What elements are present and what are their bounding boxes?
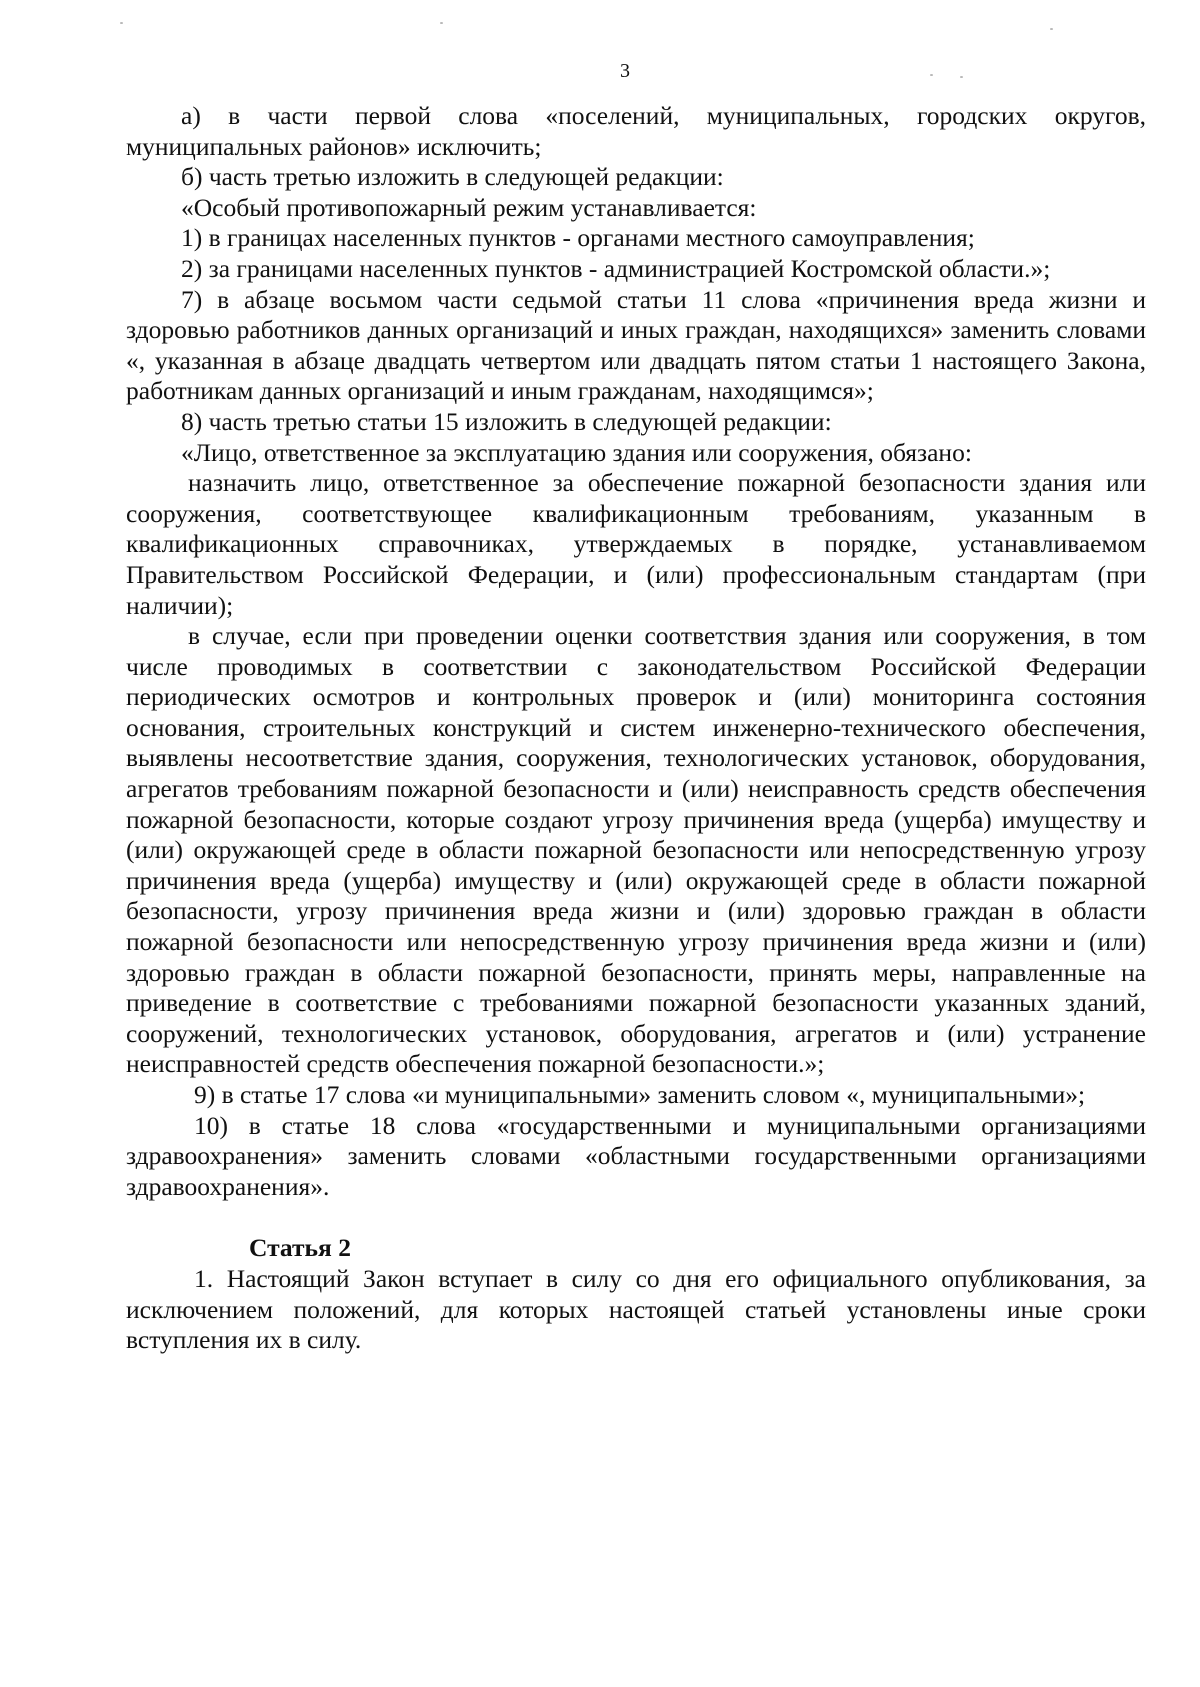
scan-speck [1050, 28, 1053, 30]
article-heading: Статья 2 [249, 1233, 351, 1263]
amendment-paragraph: назначить лицо, ответственное за обеспечение пожарной безопасности здания или сооружения, соответствующее квалификационным требованиям, указанным в квалификационных справочниках, утверждаемых в порядке, устанавливаемом Правительством Российской Федерации, и (или) профессиональным стандартам (при наличии); [126, 468, 1146, 620]
amendment-paragraph: в случае, если при проведении оценки соответствия здания или сооружения, в том числе проводимых в соответствии с законодательством Российской Федерации периодических осмотров и контрольных проверок и (или) мониторинга состояния основания, строительных конструкций и систем инженерно-технического обеспечения, выявлены несоответствие здания, сооружения, технологических установок, оборудования, агрегатов требованиям пожарной безопасности и (или) неисправность средств обеспечения пожарной безопасности, которые создают угрозу причинения вреда (ущерба) имуществу и (или) окружающей среде в области пожарной безопасности или непосредственную угрозу причинения вреда (ущерба) имуществу и (или) окружающей среде в области пожарной безопасности, угрозу причинения вреда жизни и (или) здоровью граждан в области пожарной безопасности или непосредственную угрозу причинения вреда жизни и (или) здоровью граждан в области пожарной безопасности, принять меры, направленные на приведение в соответствие с требованиями пожарной безопасности указанных зданий, сооружений, технологических установок, оборудования, агрегатов и (или) устранение неисправностей средств обеспечения пожарной безопасности.»; [126, 621, 1146, 1079]
section-spacer [126, 1202, 1146, 1233]
amendment-paragraph: 9) в статье 17 слова «и муниципальными» заменить словом «, муниципальными»; [194, 1080, 1086, 1109]
amendment-paragraph: «Особый противопожарный режим устанавливается: [181, 192, 757, 222]
amendment-paragraph: а) в части первой слова «поселений, муниципальных, городских округов, муниципальных районов» исключить; [126, 101, 1146, 161]
document-body [126, 101, 1146, 1356]
amendment-paragraph: 1) в границах населенных пунктов - органами местного самоуправления; [181, 223, 975, 253]
scan-speck [120, 22, 123, 24]
article-paragraph: 1. Настоящий Закон вступает в силу со дня его официального опубликования, за исключением положений, для которых настоящей статьей установлены иные сроки вступления их в силу. [126, 1263, 1146, 1355]
amendment-paragraph: «Лицо, ответственное за эксплуатацию здания или сооружения, обязано: [181, 437, 972, 467]
amendment-paragraph: 2) за границами населенных пунктов - администрацией Костромской области.»; [181, 253, 1051, 283]
scan-speck [930, 74, 933, 76]
page-number: 3 [620, 60, 630, 82]
scan-speck [960, 76, 963, 78]
amendment-paragraph: б) часть третью изложить в следующей редакции: [181, 162, 724, 192]
scan-speck [440, 22, 443, 24]
amendment-paragraph: 8) часть третью статьи 15 изложить в следующей редакции: [181, 406, 832, 436]
amendment-paragraph: 7) в абзаце восьмом части седьмой статьи 11 слова «причинения вреда жизни и здоровью работников данных организаций и иных граждан, находящихся» заменить словами «, указанная в абзаце двадцать четвертом или двадцать пятом статьи 1 настоящего Закона, работникам данных организаций и иным гражданам, находящимся»; [126, 284, 1146, 406]
amendment-paragraph: 10) в статье 18 слова «государственными и муниципальными организациями здравоохранения» заменить словами «областными государственными организациями здравоохранения». [126, 1110, 1146, 1201]
